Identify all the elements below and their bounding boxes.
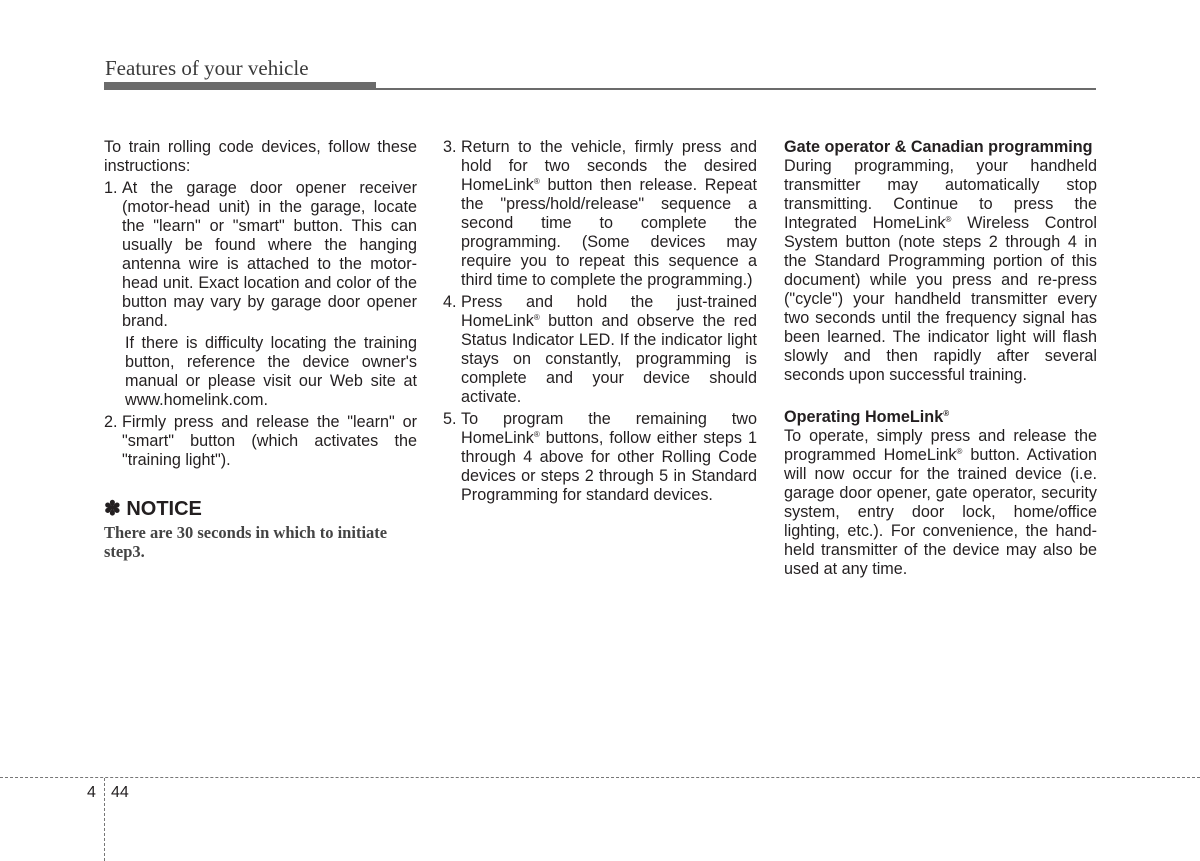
- step-text: Firmly press and release the "learn" or "smart" button (which activates the "training light").: [122, 413, 417, 469]
- column-3: [784, 138, 1097, 579]
- column-2: [443, 138, 757, 508]
- step-text-part: button then release. Repeat the "press/hold/release" sequence a second time to complete the programming. (Some devices may require you to repeat this sequence a third time to complete the programming.): [461, 176, 757, 289]
- step-number: 1.: [104, 179, 118, 197]
- header-rule-thin: [376, 88, 1096, 90]
- list-item-step-1: [104, 179, 417, 331]
- step-number: 3.: [443, 138, 457, 156]
- step-text-part: To program the remaining two HomeLink: [461, 410, 757, 447]
- step-text: [461, 410, 757, 505]
- step-text: [461, 138, 757, 290]
- step-1-subparagraph: If there is difficulty locating the training button, reference the device owner's manual or please visit our Web site at www.homelink.com.: [125, 334, 417, 409]
- registered-mark: ®: [533, 177, 540, 186]
- list-item-step-3: [443, 138, 757, 290]
- step-text-part: buttons, follow either steps 1 through 4 above for other Rolling Code devices or steps 2 through 5 in Standard Programming for standard devices.: [461, 429, 757, 504]
- notice-heading: [104, 500, 417, 519]
- step-number: 4.: [443, 293, 457, 311]
- step-text: [461, 293, 757, 407]
- chapter-number: 4: [87, 784, 96, 801]
- heading-text: Operating HomeLink: [784, 408, 944, 426]
- step-text-part: Return to the vehicle, firmly press and hold for two seconds the desired HomeLink: [461, 138, 757, 194]
- step-text: At the garage door opener receiver (motor-head unit) in the garage, locate the "learn" or "smart" button. This can usually be found where the hanging antenna wire is attached to the motor-head unit. Exact location and color of the button may vary by garage door opener brand.: [122, 179, 417, 330]
- registered-mark: ®: [943, 409, 950, 418]
- paragraph-part: To operate, simply press and release the programmed HomeLink: [784, 427, 1097, 464]
- paragraph-part: button. Activation will now occur for the trained device (i.e. garage door opener, gate operator, security system, entry door lock, home/office lighting, etc.). For convenience, the hand-held transmitter of the device may also be used at any time.: [784, 446, 1097, 578]
- notice-title: NOTICE: [126, 498, 202, 520]
- notice-text: There are 30 seconds in which to initiate step3.: [104, 523, 388, 561]
- step-number: 5.: [443, 410, 457, 428]
- step-text-part: Press and hold the just-trained HomeLink: [461, 293, 757, 330]
- gate-operator-heading: Gate operator & Canadian programming: [784, 138, 1093, 156]
- registered-mark: ®: [533, 313, 540, 322]
- paragraph-part: During programming, your handheld transmitter may automatically stop transmitting. Continue to press the Integrated HomeLink: [784, 157, 1097, 232]
- intro-text: To train rolling code devices, follow these instructions:: [104, 138, 417, 175]
- footer-vertical-dashed-rule: [104, 778, 105, 861]
- registered-mark: ®: [533, 430, 540, 439]
- asterisk-icon: ✽: [104, 498, 121, 520]
- paragraph-part: Wireless Control System button (note steps 2 through 4 in the Standard Programming portion of this document) while you press and re-press ("cycle") your handheld transmitter every two seconds until the frequency signal has been learned. The indicator light will flash slowly and then rapidly after several seconds upon successful training.: [784, 214, 1097, 384]
- header-rule-thick: [104, 82, 376, 90]
- operating-homelink-text: [784, 427, 1097, 579]
- footer-dashed-rule: [0, 777, 1200, 778]
- step-text-part: button and observe the red Status Indicator LED. If the indicator light stays on constantly, programming is complete and your device should activate.: [461, 312, 757, 406]
- column-1: [104, 138, 417, 561]
- registered-mark: ®: [956, 447, 963, 456]
- gate-operator-text: [784, 157, 1097, 385]
- list-item-step-2: [104, 413, 417, 470]
- registered-mark: ®: [945, 215, 952, 224]
- list-item-step-4: [443, 293, 757, 407]
- page-header-title: Features of your vehicle: [105, 56, 309, 80]
- page-number: 44: [111, 784, 129, 801]
- step-number: 2.: [104, 413, 118, 431]
- operating-homelink-heading: [784, 408, 1097, 427]
- list-item-step-5: [443, 410, 757, 505]
